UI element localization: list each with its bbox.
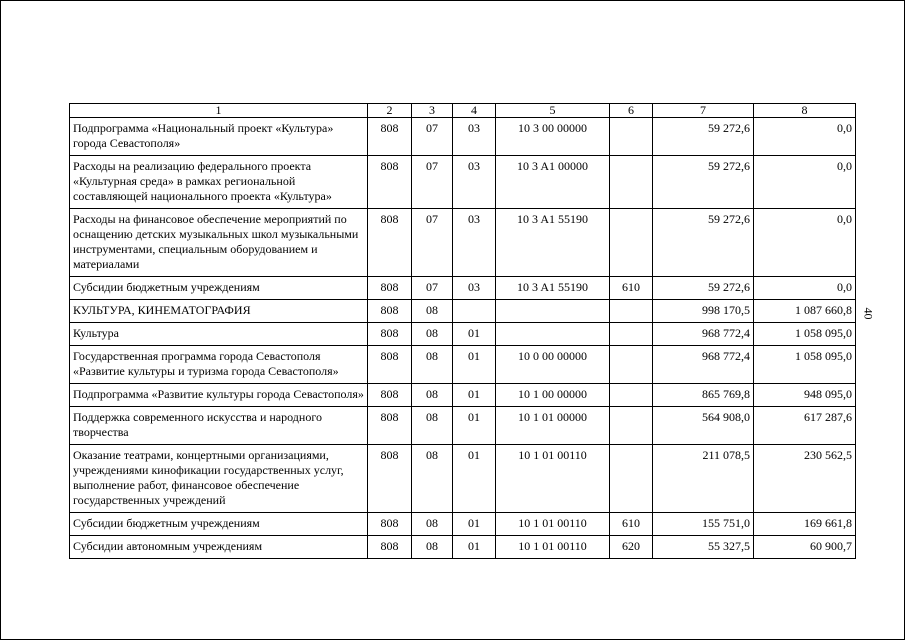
- row-target-article: 10 1 00 00000: [496, 384, 610, 407]
- table-body: [70, 118, 856, 559]
- row-target-article: 10 1 01 00110: [496, 513, 610, 536]
- row-section: 08: [412, 513, 453, 536]
- row-section: 08: [412, 300, 453, 323]
- row-expense-type: [610, 323, 653, 346]
- row-admin-code: 808: [368, 323, 412, 346]
- row-section: 08: [412, 346, 453, 384]
- row-target-article: 10 3 A1 55190: [496, 209, 610, 277]
- header-cell: 3: [412, 104, 453, 118]
- row-name: КУЛЬТУРА, КИНЕМАТОГРАФИЯ: [70, 300, 368, 323]
- row-admin-code: 808: [368, 536, 412, 559]
- row-amount-year1: 59 272,6: [653, 277, 754, 300]
- row-amount-year1: 564 908,0: [653, 407, 754, 445]
- row-subsection: 03: [453, 156, 496, 209]
- row-amount-year2: 0,0: [754, 209, 856, 277]
- row-section: 08: [412, 407, 453, 445]
- row-admin-code: 808: [368, 384, 412, 407]
- row-amount-year1: 155 751,0: [653, 513, 754, 536]
- table-row: [70, 209, 856, 277]
- row-subsection: 01: [453, 323, 496, 346]
- row-admin-code: 808: [368, 156, 412, 209]
- header-cell: 6: [610, 104, 653, 118]
- table-row: [70, 513, 856, 536]
- row-section: 07: [412, 156, 453, 209]
- row-subsection: 01: [453, 513, 496, 536]
- row-admin-code: 808: [368, 346, 412, 384]
- row-target-article: [496, 323, 610, 346]
- row-amount-year2: 617 287,6: [754, 407, 856, 445]
- header-row: [70, 104, 856, 118]
- table-row: [70, 156, 856, 209]
- row-expense-type: 610: [610, 513, 653, 536]
- row-amount-year2: 169 661,8: [754, 513, 856, 536]
- row-amount-year1: 59 272,6: [653, 209, 754, 277]
- row-amount-year2: 1 087 660,8: [754, 300, 856, 323]
- row-target-article: [496, 300, 610, 323]
- row-subsection: 01: [453, 384, 496, 407]
- table-row: [70, 384, 856, 407]
- row-admin-code: 808: [368, 209, 412, 277]
- row-subsection: 01: [453, 407, 496, 445]
- header-cell: 4: [453, 104, 496, 118]
- table-row: [70, 323, 856, 346]
- header-cell: 1: [70, 104, 368, 118]
- row-admin-code: 808: [368, 277, 412, 300]
- row-amount-year2: 0,0: [754, 277, 856, 300]
- row-admin-code: 808: [368, 118, 412, 156]
- table-row: [70, 277, 856, 300]
- row-admin-code: 808: [368, 300, 412, 323]
- row-amount-year1: 865 769,8: [653, 384, 754, 407]
- row-expense-type: 610: [610, 277, 653, 300]
- row-section: 07: [412, 209, 453, 277]
- row-expense-type: 620: [610, 536, 653, 559]
- row-target-article: 10 1 01 00000: [496, 407, 610, 445]
- row-section: 08: [412, 445, 453, 513]
- row-amount-year1: 968 772,4: [653, 323, 754, 346]
- row-subsection: 01: [453, 346, 496, 384]
- table-row: [70, 346, 856, 384]
- row-expense-type: [610, 346, 653, 384]
- row-name: Государственная программа города Севастополя «Развитие культуры и туризма города Севастополя»: [70, 346, 368, 384]
- row-section: 08: [412, 384, 453, 407]
- row-target-article: 10 3 00 00000: [496, 118, 610, 156]
- row-amount-year2: 948 095,0: [754, 384, 856, 407]
- row-subsection: [453, 300, 496, 323]
- row-amount-year2: 60 900,7: [754, 536, 856, 559]
- row-expense-type: [610, 300, 653, 323]
- row-amount-year2: 230 562,5: [754, 445, 856, 513]
- row-expense-type: [610, 156, 653, 209]
- row-expense-type: [610, 445, 653, 513]
- row-admin-code: 808: [368, 407, 412, 445]
- row-name: Субсидии автономным учреждениям: [70, 536, 368, 559]
- row-admin-code: 808: [368, 513, 412, 536]
- row-admin-code: 808: [368, 445, 412, 513]
- row-section: 07: [412, 277, 453, 300]
- header-cell: 7: [653, 104, 754, 118]
- row-target-article: 10 3 A1 00000: [496, 156, 610, 209]
- row-subsection: 03: [453, 277, 496, 300]
- row-name: Субсидии бюджетным учреждениям: [70, 513, 368, 536]
- row-amount-year1: 211 078,5: [653, 445, 754, 513]
- row-expense-type: [610, 209, 653, 277]
- row-name: Культура: [70, 323, 368, 346]
- row-name: Подпрограмма «Развитие культуры города Севастополя»: [70, 384, 368, 407]
- header-cell: 5: [496, 104, 610, 118]
- row-amount-year2: 1 058 095,0: [754, 323, 856, 346]
- row-target-article: 10 0 00 00000: [496, 346, 610, 384]
- row-name: Поддержка современного искусства и народного творчества: [70, 407, 368, 445]
- row-section: 08: [412, 536, 453, 559]
- row-section: 07: [412, 118, 453, 156]
- row-subsection: 01: [453, 536, 496, 559]
- row-amount-year1: 55 327,5: [653, 536, 754, 559]
- row-subsection: 01: [453, 445, 496, 513]
- table-row: [70, 445, 856, 513]
- page-number: 40: [861, 307, 876, 320]
- row-subsection: 03: [453, 118, 496, 156]
- row-section: 08: [412, 323, 453, 346]
- row-amount-year1: 998 170,5: [653, 300, 754, 323]
- row-amount-year1: 59 272,6: [653, 156, 754, 209]
- row-amount-year2: 1 058 095,0: [754, 346, 856, 384]
- row-name: Оказание театрами, концертными организациями, учреждениями кинофикации государственных услуг, выполнение работ, финансовое обеспечение государственных учреждений: [70, 445, 368, 513]
- row-amount-year2: 0,0: [754, 118, 856, 156]
- header-cell: 8: [754, 104, 856, 118]
- row-target-article: 10 1 01 00110: [496, 536, 610, 559]
- row-target-article: 10 1 01 00110: [496, 445, 610, 513]
- row-subsection: 03: [453, 209, 496, 277]
- row-name: Субсидии бюджетным учреждениям: [70, 277, 368, 300]
- row-target-article: 10 3 A1 55190: [496, 277, 610, 300]
- row-amount-year2: 0,0: [754, 156, 856, 209]
- row-name: Расходы на финансовое обеспечение мероприятий по оснащению детских музыкальных школ музыкальными инструментами, специальным оборудованием и материалами: [70, 209, 368, 277]
- table-row: [70, 300, 856, 323]
- row-expense-type: [610, 407, 653, 445]
- row-expense-type: [610, 384, 653, 407]
- table-row: [70, 407, 856, 445]
- table-row: [70, 118, 856, 156]
- row-name: Расходы на реализацию федерального проекта «Культурная среда» в рамках региональной составляющей национального проекта «Культура»: [70, 156, 368, 209]
- table-row: [70, 536, 856, 559]
- row-name: Подпрограмма «Национальный проект «Культура» города Севастополя»: [70, 118, 368, 156]
- row-expense-type: [610, 118, 653, 156]
- row-amount-year1: 59 272,6: [653, 118, 754, 156]
- header-cell: 2: [368, 104, 412, 118]
- budget-table: [69, 103, 856, 559]
- row-amount-year1: 968 772,4: [653, 346, 754, 384]
